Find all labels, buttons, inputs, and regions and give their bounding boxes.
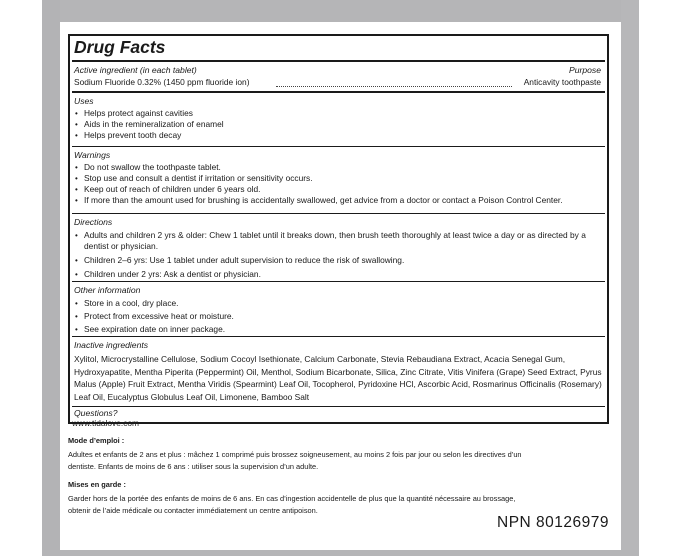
inactive-heading: Inactive ingredients: [74, 340, 149, 350]
questions-heading: Questions?: [74, 408, 118, 418]
warnings-heading: Warnings: [74, 150, 111, 160]
directions-item: • Adults and children 2 yrs & older: Chew 1 tablet until it breaks down, then brush teeth thoroughly at least twice a day or as directed by a dentist or physician.: [74, 230, 601, 252]
npn-number: NPN 80126979: [497, 514, 609, 531]
other-info-heading: Other information: [74, 285, 141, 295]
package-frame-left: [42, 0, 60, 556]
mode-emploi-text: Adultes et enfants de 2 ans et plus : mâchez 1 comprimé puis brossez soigneusement, au moins 2 fois par jour ou selon les directives d’un dentiste. Enfants de moins de 6 ans : utiliser sous la supervision d’un adulte.: [68, 450, 522, 471]
uses-item: • Aids in the remineralization of enamel: [74, 119, 601, 130]
purpose-heading: Purpose: [568, 65, 601, 75]
directions-item: • Children 2–6 yrs: Use 1 tablet under adult supervision to reduce the risk of swallowing.: [74, 255, 601, 266]
label-panel: [60, 22, 621, 550]
inactive-ingredients-text: Xylitol, Microcrystalline Cellulose, Sodium Cocoyl Isethionate, Calcium Carbonate, Stevia Rebaudiana Extract, Acacia Senegal Gum, Hydroxyapatite, Mentha Piperita (Peppermint) Oil, Menthol, Sodium Bicarbonate, Silica, Zinc Citrate, Vitis Vinifera (Grape) Seed Extract, Pyrus Malus (Apple) Fruit Extract, Mentha Viridis (Spearmint) Leaf Oil, Tocopherol, Pyridoxine HCl, Ascorbic Acid, Rosmarinus Officinalis (Rosemary) Leaf Oil, Eucalyptus Globulus Leaf Oil, Limonene, Bamboo Salt: [74, 354, 602, 402]
other-info-item: • Protect from excessive heat or moisture.: [74, 311, 601, 322]
uses-item: • Helps protect against cavities: [74, 108, 601, 119]
uses-rule: [72, 146, 605, 147]
active-rule: [72, 91, 605, 93]
warnings-item: • Stop use and consult a dentist if irritation or sensitivity occurs.: [74, 173, 601, 184]
uses-list: [74, 108, 601, 141]
warnings-rule: [72, 213, 605, 214]
directions-heading: Directions: [74, 217, 113, 227]
drug-facts-box: [68, 34, 609, 424]
warnings-list: [74, 162, 601, 206]
purpose-value: Anticavity toothpaste: [523, 77, 601, 87]
inactive-rule: [72, 406, 605, 407]
directions-list: [74, 230, 601, 280]
drug-facts-title: Drug Facts: [74, 37, 166, 57]
warnings-item: • If more than the amount used for brushing is accidentally swallowed, get advice from a doctor or contact a Poison Control Center.: [74, 195, 601, 206]
warnings-item: • Do not swallow the toothpaste tablet.: [74, 162, 601, 173]
uses-heading: Uses: [74, 96, 94, 106]
website-link[interactable]: www.tidalove.com: [72, 418, 140, 428]
warnings-item: • Keep out of reach of children under 6 years old.: [74, 184, 601, 195]
other-info-rule: [72, 336, 605, 337]
package-frame-top: [42, 0, 639, 22]
package-frame-bottom: [42, 550, 639, 556]
uses-item: • Helps prevent tooth decay: [74, 130, 601, 141]
other-info-list: [74, 298, 601, 335]
directions-rule: [72, 281, 605, 282]
active-ingredient-heading: Active ingredient (in each tablet): [74, 65, 197, 75]
directions-item: • Children under 2 yrs: Ask a dentist or physician.: [74, 269, 601, 280]
mises-en-garde-text: Garder hors de la portée des enfants de moins de 6 ans. En cas d’ingestion accidentelle de plus que la quantité nécessaire au brossage, obtenir de l’aide médicale ou contacter immédiatement un centre antipoison.: [68, 494, 516, 515]
mode-emploi-heading: Mode d’emploi :: [68, 436, 125, 445]
leader-dots: [276, 86, 512, 87]
other-info-item: • See expiration date on inner package.: [74, 324, 601, 335]
active-ingredient-value: Sodium Fluoride 0.32% (1450 ppm fluoride ion): [74, 77, 250, 87]
title-rule: [72, 60, 605, 62]
mises-en-garde-heading: Mises en garde :: [68, 480, 126, 489]
package-frame-right: [621, 0, 639, 556]
other-info-item: • Store in a cool, dry place.: [74, 298, 601, 309]
